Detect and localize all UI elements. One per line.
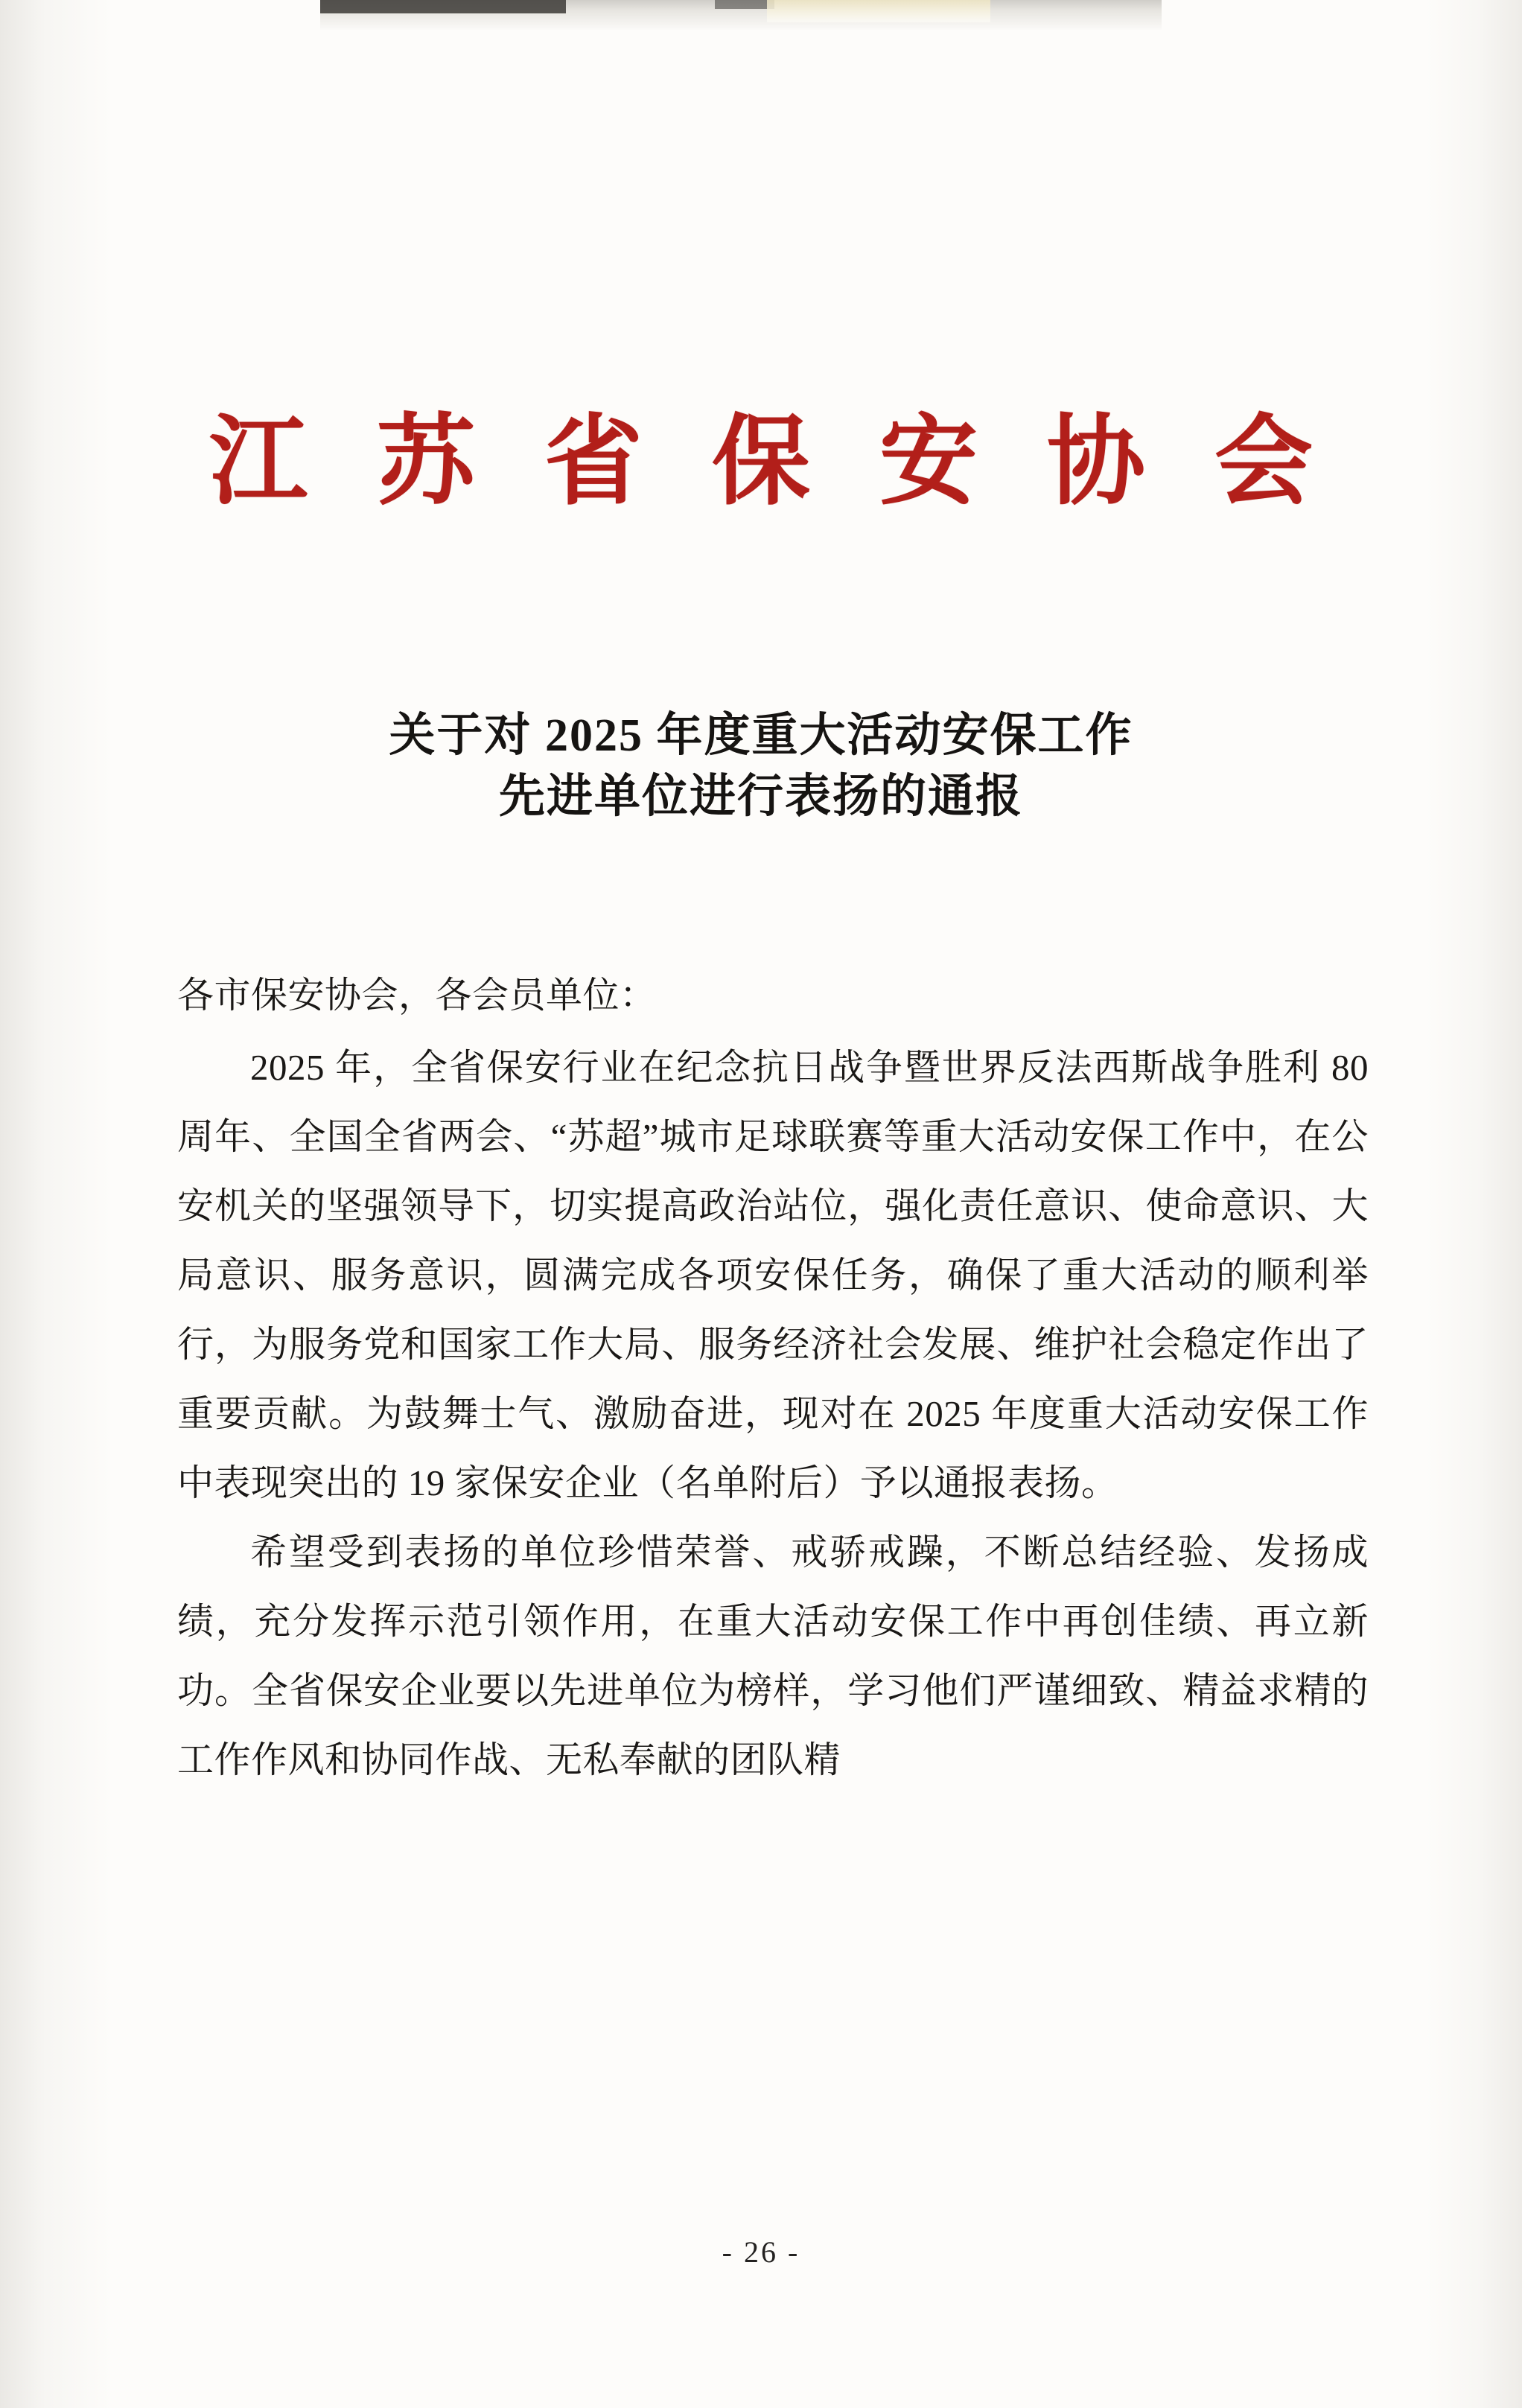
organization-masthead: 江 苏 省 保 安 协 会: [209, 407, 1335, 517]
document-body: [177, 961, 1369, 1794]
body-paragraph-2: 希望受到表扬的单位珍惜荣誉、戒骄戒躁，不断总结经验、发扬成绩，充分发挥示范引领作用，在重大活动安保工作中再创佳绩、再立新功。全省保安企业要以先进单位为榜样，学习他们严谨细致、精益求精的工作作风和协同作战、无私奉献的团队精: [177, 1532, 1369, 1780]
page-title-line-2: 先进单位进行表扬的通报: [498, 771, 1023, 822]
page-number: - 26 -: [722, 2235, 800, 2269]
body-paragraph-1: 2025 年，全省保安行业在纪念抗日战争暨世界反法西斯战争胜利 80 周年、全国全省两会、“苏超”城市足球联赛等重大活动安保工作中，在公安机关的坚强领导下，切实提高政治站位，强化责任意识、使命意识、大局意识、服务意识，圆满完成各项安保任务，确保了重大活动的顺利举行，为服务党和国家工作大局、服务经济社会发展、维护社会稳定作出了重要贡献。为鼓舞士气、激励奋进，现对在 2025 年度重大活动安保工作中表现突出的 19 家保安企业（名单附后）予以通报表扬。: [177, 1047, 1369, 1503]
salutation: 各市保安协会，各会员单位：: [177, 975, 657, 1016]
page-title-line-1: 关于对 2025 年度重大活动安保工作: [389, 710, 1133, 761]
page-title: [0, 706, 1522, 828]
